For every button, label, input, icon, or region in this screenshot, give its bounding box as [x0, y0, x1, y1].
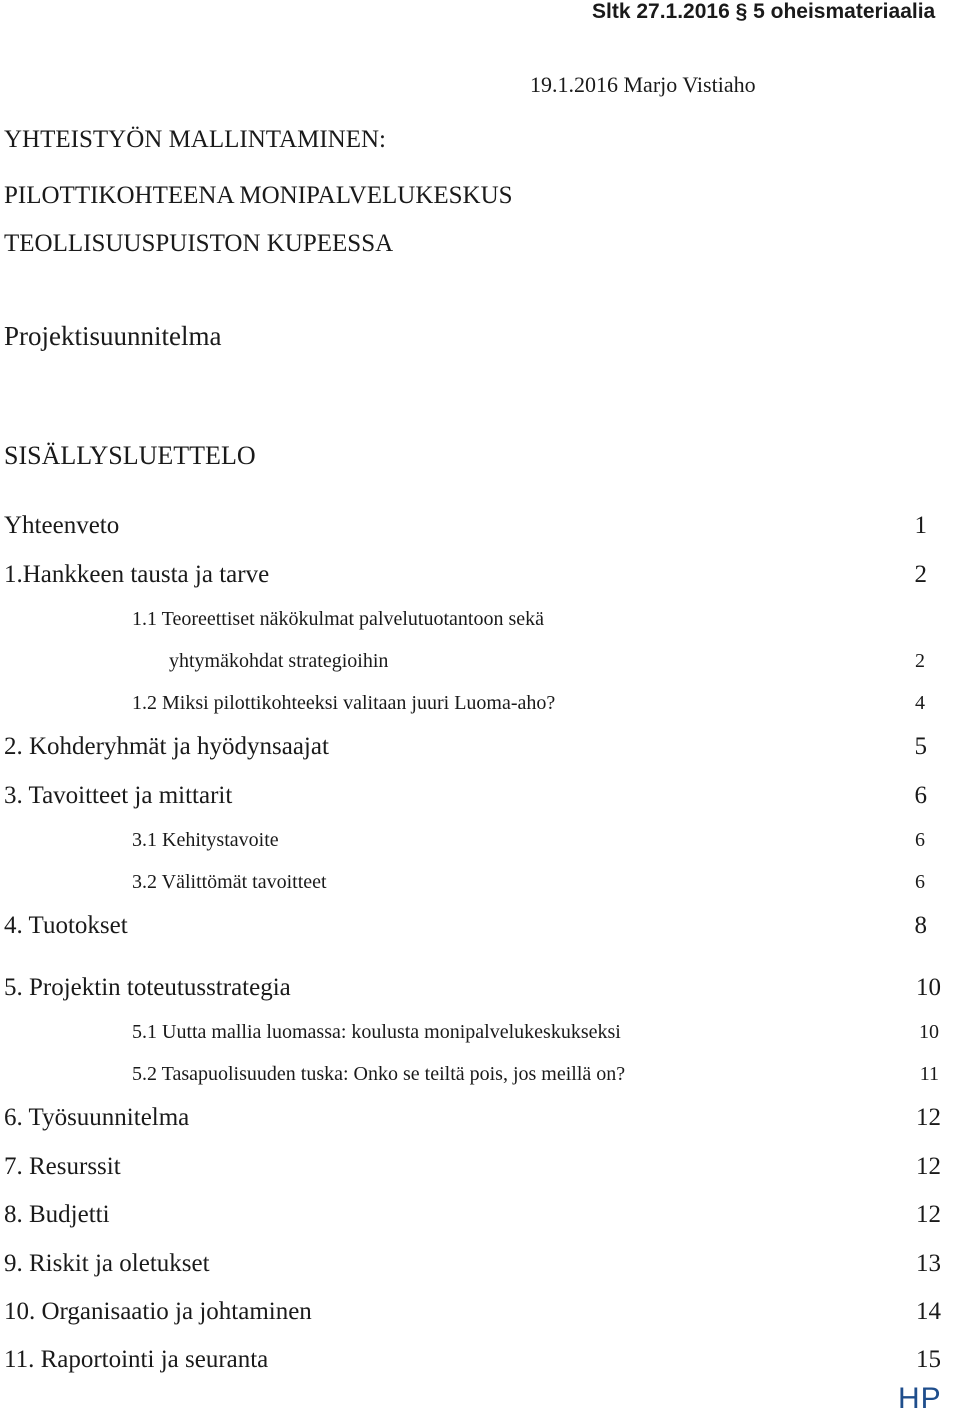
toc-page-number: 1 — [914, 512, 927, 539]
toc-entry-section-5-1[interactable]: 5.1 Uutta mallia luomassa: koulusta monipalvelukeskukseksi — [132, 1021, 621, 1043]
toc-entry-yhteenveto[interactable]: Yhteenveto — [4, 512, 120, 539]
date-author-line: 19.1.2016 Marjo Vistiaho — [530, 72, 756, 97]
toc-entry-section-8[interactable]: 8. Budjetti — [4, 1201, 110, 1228]
toc-page-number: 10 — [919, 1021, 939, 1043]
toc-page-number: 10 — [916, 974, 941, 1001]
document-title-line-1: YHTEISTYÖN MALLINTAMINEN: — [4, 126, 386, 153]
toc-page-number: 4 — [915, 692, 925, 714]
toc-entry-section-9[interactable]: 9. Riskit ja oletukset — [4, 1250, 210, 1277]
toc-page-number: 6 — [915, 871, 925, 893]
toc-page-number: 2 — [914, 561, 927, 588]
toc-entry-section-7[interactable]: 7. Resurssit — [4, 1153, 121, 1180]
toc-entry-section-11[interactable]: 11. Raportointi ja seuranta — [4, 1346, 269, 1373]
toc-entry-section-1-1-cont[interactable]: yhtymäkohdat strategioihin — [169, 650, 389, 672]
toc-page-number: 12 — [916, 1104, 941, 1131]
toc-entry-section-3-1[interactable]: 3.1 Kehitystavoite — [132, 829, 279, 851]
toc-entry-section-6[interactable]: 6. Työsuunnitelma — [4, 1104, 190, 1131]
toc-page-number: 6 — [914, 782, 927, 809]
toc-entry-section-5[interactable]: 5. Projektin toteutusstrategia — [4, 974, 291, 1001]
toc-entry-section-2[interactable]: 2. Kohderyhmät ja hyödynsaajat — [4, 733, 329, 760]
toc-page-number: 15 — [916, 1346, 941, 1373]
toc-entry-section-1-2[interactable]: 1.2 Miksi pilottikohteeksi valitaan juuri Luoma-aho? — [132, 692, 556, 714]
toc-page-number: 13 — [916, 1250, 941, 1277]
document-stamp: Sltk 27.1.2016 § 5 oheismateriaalia — [592, 0, 936, 23]
toc-page-number: 11 — [919, 1063, 939, 1085]
toc-entry-section-3-2[interactable]: 3.2 Välittömät tavoitteet — [132, 871, 327, 893]
toc-entry-section-1-1[interactable]: 1.1 Teoreettiset näkökulmat palvelutuotantoon sekä — [132, 608, 545, 630]
toc-entry-section-5-2[interactable]: 5.2 Tasapuolisuuden tuska: Onko se teiltä pois, jos meillä on? — [132, 1063, 626, 1085]
toc-heading: SISÄLLYSLUETTELO — [4, 441, 256, 470]
document-title-line-2: PILOTTIKOHTEENA MONIPALVELUKESKUS — [4, 182, 513, 209]
toc-page-number: 12 — [916, 1153, 941, 1180]
toc-entry-section-4[interactable]: 4. Tuotokset — [4, 912, 128, 939]
toc-entry-section-3[interactable]: 3. Tavoitteet ja mittarit — [4, 782, 233, 809]
toc-page-number: 14 — [916, 1298, 941, 1325]
toc-page-number: 8 — [914, 912, 927, 939]
document-title-line-3: TEOLLISUUSPUISTON KUPEESSA — [4, 230, 394, 257]
toc-entry-section-10[interactable]: 10. Organisaatio ja johtaminen — [4, 1298, 312, 1325]
initials-mark: HP — [898, 1382, 942, 1415]
toc-page-number: 6 — [915, 829, 925, 851]
document-subtitle: Projektisuunnitelma — [4, 321, 222, 351]
toc-entry-section-1[interactable]: 1.Hankkeen tausta ja tarve — [4, 561, 270, 588]
toc-page-number: 2 — [915, 650, 925, 672]
toc-page-number: 5 — [914, 733, 927, 760]
toc-page-number: 12 — [916, 1201, 941, 1228]
